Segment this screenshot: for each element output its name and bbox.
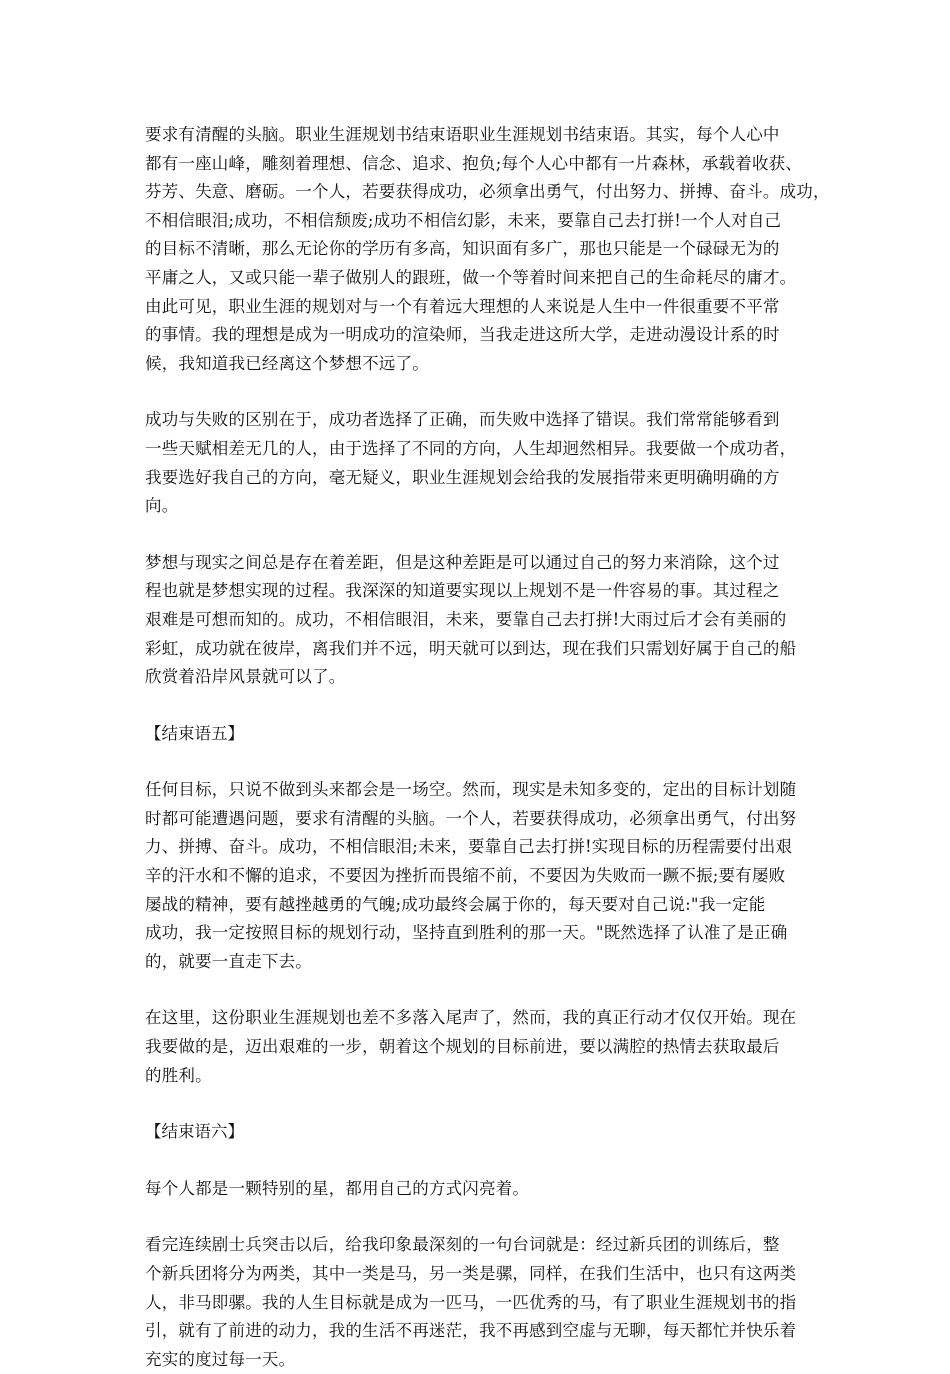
text-line: 我要选好我自己的方向，毫无疑义，职业生涯规划会给我的发展指带来更明确明确的方 [145,467,780,487]
text-line: 程也就是梦想实现的过程。我深深的知道要实现以上规划不是一件容易的事。其过程之 [145,581,780,601]
text-line: 在这里，这份职业生涯规划也差不多落入尾声了，然而，我的真正行动才仅仅开始。现在 [145,1008,797,1028]
text-line: 不相信眼泪;成功，不相信颓废;成功不相信幻影，未来，要靠自己去打拼!一个人对自己 [145,210,782,230]
text-line: 我要做的是，迈出艰难的一步，朝着这个规划的目标前进，要以满腔的热情去获取最后 [145,1037,780,1057]
paragraph-7 [145,1231,821,1374]
paragraph-1 [145,121,830,378]
text-line: 彩虹，成功就在彼岸，离我们并不远，明天就可以到达，现在我们只需划好属于自己的船 [145,638,797,658]
text-line: 成功与失败的区别在于，成功者选择了正确，而失败中选择了错误。我们常常能够看到 [145,410,780,430]
text-line: 一些天赋相差无几的人，由于选择了不同的方向，人生却迥然相异。我要做一个成功者， [145,438,797,458]
paragraph-3 [145,549,821,692]
paragraph-spacer [145,1147,821,1175]
text-line: 辛的汗水和不懈的追求，不要因为挫折而畏缩不前，不要因为失败而一蹶不振;要有屡败 [145,866,786,886]
section-heading-6: 【结束语六】 [145,1122,244,1142]
paragraph-spacer [145,976,821,1004]
text-line: 每个人都是一颗特别的星，都用自己的方式闪亮着。 [145,1178,530,1198]
paragraph-5 [145,1004,821,1090]
text-line: 时都可能遭遇问题，要求有清醒的头脑。一个人，若要获得成功，必须拿出勇气，付出努 [145,808,797,828]
section-heading-5: 【结束语五】 [145,723,244,743]
text-line: 的事情。我的理想是成为一明成功的渲染师，当我走进这所大学，走进动漫设计系的时 [145,325,780,345]
paragraph-spacer [145,378,821,406]
paragraph-6 [145,1175,821,1204]
text-line: 引，就有了前进的动力，我的生活不再迷茫，我不再感到空虚与无聊，每天都忙并快乐着 [145,1321,797,1341]
text-line: 人，非马即骡。我的人生目标就是成为一匹马，一匹优秀的马，有了职业生涯规划书的指 [145,1292,797,1312]
text-line: 成功，我一定按照目标的规划行动，坚持直到胜利的那一天。"既然选择了认准了是正确 [145,923,788,943]
text-line: 的，就要一直走下去。 [145,951,312,971]
text-line: 艰难是可想而知的。成功，不相信眼泪，未来，要靠自己去打拼!大雨过后才会有美丽的 [145,609,787,629]
text-line: 看完连续剧士兵突击以后，给我印象最深刻的一句台词就是：经过新兵团的训练后，整 [145,1235,780,1255]
text-line: 力、拼搏、奋斗。成功，不相信眼泪;未来，要靠自己去打拼!实现目标的历程需要付出艰 [145,837,793,857]
text-line: 欣赏着沿岸风景就可以了。 [145,667,346,687]
paragraph-spacer [145,521,821,549]
text-line: 要求有清醒的头脑。职业生涯规划书结束语职业生涯规划书结束语。其实，每个人心中 [145,125,780,144]
text-line: 平庸之人，又或只能一辈子做别人的跟班，做一个等着时间来把自己的生命耗尽的庸才。 [145,267,797,287]
paragraph-spacer [145,748,821,776]
text-line: 任何目标，只说不做到头来都会是一场空。然而，现实是未知多变的，定出的目标计划随 [145,780,797,800]
paragraph-spacer [145,1203,821,1231]
text-line: 芬芳、失意、磨砺。一个人，若要获得成功，必须拿出勇气，付出努力、拼搏、奋斗。成功， [145,182,830,202]
paragraph-spacer [145,1090,821,1118]
paragraph-2 [145,406,821,520]
document-body [145,121,830,1374]
text-line: 向。 [145,496,179,516]
text-line: 候，我知道我已经离这个梦想不远了。 [145,353,429,373]
paragraph-4 [145,776,821,976]
text-line: 屡战的精神，要有越挫越勇的气魄;成功最终会属于你的，每天要对自己说:"我一定能 [145,894,766,914]
text-line: 充实的度过每一天。 [145,1349,296,1369]
paragraph-spacer [145,692,821,720]
text-line: 的胜利。 [145,1065,212,1085]
text-line: 由此可见，职业生涯的规划对与一个有着远大理想的人来说是人生中一件很重要不平常 [145,296,780,316]
text-line: 个新兵团将分为两类，其中一类是马，另一类是骡，同样，在我们生活中，也只有这两类 [145,1264,797,1283]
text-line: 梦想与现实之间总是存在着差距，但是这种差距是可以通过自己的努力来消除，这个过 [145,552,780,572]
text-line: 的目标不清晰，那么无论你的学历有多高，知识面有多广，那也只能是一个碌碌无为的 [145,239,780,259]
text-line: 都有一座山峰，雕刻着理想、信念、追求、抱负;每个人心中都有一片森林，承载着收获、 [145,153,803,173]
